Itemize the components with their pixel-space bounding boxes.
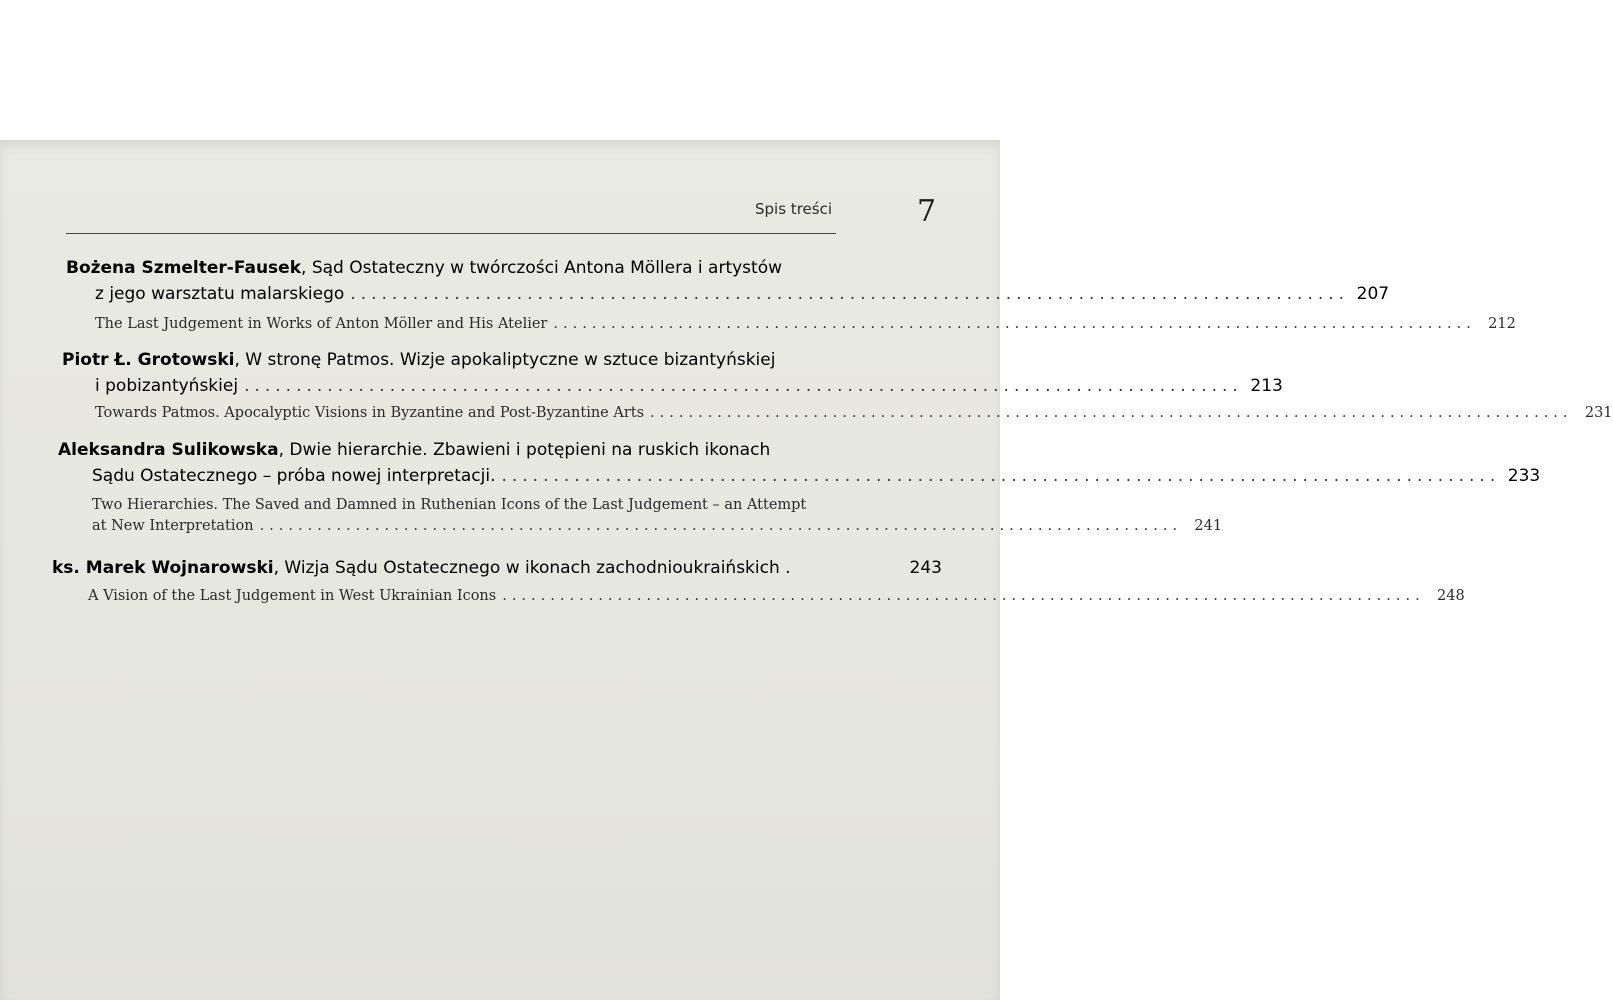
page-ref: 233 (1507, 466, 1541, 486)
english-title: Towards Patmos. Apocalyptic Visions in Byzantine and Post-Byzantine Arts (95, 405, 645, 421)
english-title: The Last Judgement in Works of Anton Möller and His Atelier (95, 316, 548, 332)
author-name: ks. Marek Wojnarowski (52, 558, 274, 578)
entry-title: , Wizja Sądu Ostatecznego w ikonach zachodnioukraińskich . (273, 558, 791, 578)
toc-entry-title-line (92, 466, 1541, 486)
english-title: Two Hierarchies. The Saved and Damned in Ruthenian Icons of the Last Judgement – an Attempt (92, 497, 807, 513)
page-ref: 241 (1194, 518, 1223, 534)
page-ref: 213 (1250, 376, 1283, 396)
toc-english-line (92, 518, 1223, 534)
running-header: Spis treści (755, 200, 832, 218)
toc-entry-title-line (95, 284, 1390, 304)
leader-dots: ................................................................................................ (553, 316, 1476, 332)
english-title-continued: at New Interpretation (92, 518, 254, 534)
entry-title-continued: Sądu Ostatecznego – próba nowej interpretacji. (92, 466, 496, 486)
page-ref: 248 (1437, 588, 1465, 604)
leader-dots: ................................................................................................ (650, 405, 1573, 421)
page-ref: 207 (1356, 284, 1390, 304)
toc-entry-title-line (95, 376, 1283, 396)
toc-english-line (88, 588, 1465, 604)
toc-english-line (95, 405, 1613, 421)
toc-entry-title-line (66, 258, 896, 278)
leader-dots: ................................................................................................ (244, 376, 1243, 396)
leader-dots: ................................................................................................ (350, 284, 1350, 304)
toc-entry-title-line (62, 350, 902, 370)
header-rule (66, 233, 836, 234)
toc-entry-title-line (58, 440, 898, 460)
page-ref: 231 (1584, 405, 1613, 421)
entry-title: , Dwie hierarchie. Zbawieni i potępieni na ruskich ikonach (278, 440, 771, 460)
leader-dots: ................................................................................................ (502, 588, 1425, 604)
author-name: Piotr Ł. Grotowski (62, 350, 235, 370)
author-name: Bożena Szmelter-Fausek (66, 258, 302, 278)
entry-title-continued: i pobizantyńskiej (95, 376, 239, 396)
show-through-text (60, 668, 960, 998)
entry-title: , Sąd Ostateczny w twórczości Antona Möllera i artystów (301, 258, 783, 278)
toc-entry-title-line (52, 558, 942, 578)
page-number: 7 (917, 194, 937, 229)
author-name: Aleksandra Sulikowska (58, 440, 279, 460)
entry-title-continued: z jego warsztatu malarskiego (95, 284, 345, 304)
toc-english-line (92, 497, 907, 513)
leader-dots: ................................................................................................ (501, 466, 1501, 486)
page-ref: 243 (909, 558, 942, 578)
english-title: A Vision of the Last Judgement in West Ukrainian Icons (88, 588, 497, 604)
leader-dots: ................................................................................................ (259, 518, 1183, 534)
toc-english-line (95, 316, 1516, 332)
entry-title: , W stronę Patmos. Wizje apokaliptyczne w sztuce bizantyńskiej (234, 350, 776, 370)
page-ref: 212 (1488, 316, 1516, 332)
